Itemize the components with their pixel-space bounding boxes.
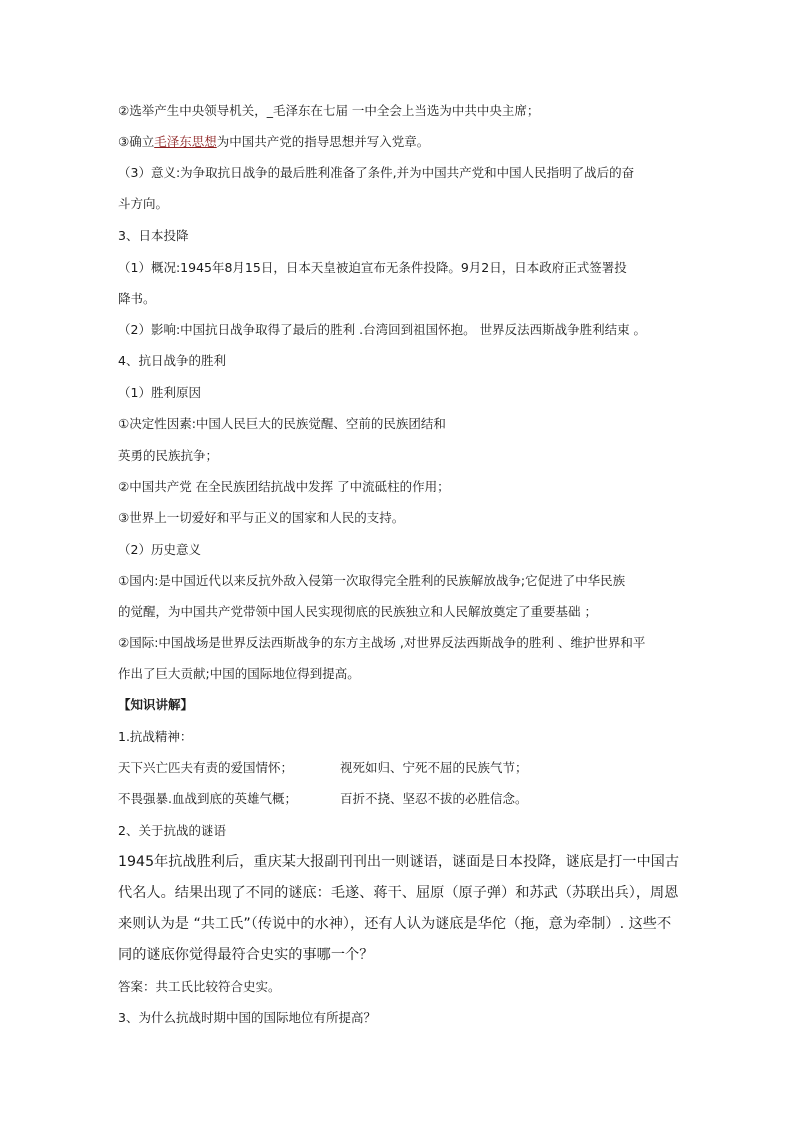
spirit-item: 视死如归、宁死不屈的民族气节； (340, 760, 528, 775)
text-line: 斗方向。 (118, 196, 169, 211)
knowledge-heading: 【知识讲解】 (118, 697, 194, 712)
text-line: ②选举产生中央领导机关，_毛泽东在七届 一中全会上当选为中共中央主席； (118, 103, 540, 118)
section-heading: 1.抗战精神： (118, 729, 193, 744)
text-line: 同的谜底你觉得最符合史实的事哪一个？ (118, 947, 374, 963)
mao-thought-link[interactable]: 毛泽东思想 (154, 134, 217, 149)
text-fragment: ③确立 (118, 134, 155, 149)
text-line: 作出了巨大贡献;中国的国际地位得到提高。 (118, 666, 360, 681)
subheading: （1）胜利原因 (118, 385, 201, 400)
spirit-item: 不畏强暴.血战到底的英雄气概； (118, 791, 297, 806)
text-line: 的觉醒，为中国共产党带领中国人民实现彻底的民族独立和人民解放奠定了重要基础 ； (118, 604, 597, 619)
text-line: ②国际:中国战场是世界反法西斯战争的东方主战场 ,对世界反法西斯战争的胜利 、维护世界和平 (118, 635, 646, 650)
subheading: （2）历史意义 (118, 542, 201, 557)
text-line: 代名人。结果出现了不同的谜底：毛遂、蒋干、屈原（原子弹）和苏武（苏联出兵），周恩 (118, 885, 679, 901)
answer-line: 答案：共工氏比较符合史实。 (118, 979, 281, 994)
section-heading: 3、为什么抗战时期中国的国际地位有所提高？ (118, 1010, 376, 1025)
spirit-item: 百折不挠、坚忍不拔的必胜信念。 (340, 791, 528, 806)
text-line: （3）意义:为争取抗日战争的最后胜利准备了条件,并为中国共产党和中国人民指明了战后的奋 (118, 165, 635, 180)
text-line: 来则认为是 “共工氏”（传说中的水神），还有人认为谜底是华佗（拖，意为牵制）. 这些不 (118, 916, 672, 932)
text-line: 1945年抗战胜利后，重庆某大报副刊刊出一则谜语，谜面是日本投降，谜底是打一中国古 (118, 854, 680, 870)
text-line: ①国内:是中国近代以来反抗外敌入侵第一次取得完全胜利的民族解放战争;它促进了中华民族 (118, 573, 626, 588)
text-line: 降书。 (118, 291, 156, 306)
text-line: ③世界上一切爱好和平与正义的国家和人民的支持。 (118, 510, 405, 525)
spirit-item: 天下兴亡匹夫有责的爱国情怀； (118, 760, 294, 775)
text-line: ②中国共产党 在全民族团结抗战中发挥 了中流砥柱的作用； (118, 479, 450, 494)
text-fragment: 为中国共产党的指导思想并写入党章。 (216, 134, 430, 149)
text-line: （1）概况:1945年8月15日，日本天皇被迫宣布无条件投降。9月2日，日本政府正式签署投 (118, 260, 627, 275)
section-heading: 2、关于抗战的谜语 (118, 823, 226, 838)
text-line: 英勇的民族抗争； (118, 448, 219, 463)
text-line: ①决定性因素:中国人民巨大的民族觉醒、空前的民族团结和 (118, 416, 446, 431)
section-heading: 3、日本投降 (118, 228, 189, 243)
section-heading: 4、抗日战争的胜利 (118, 353, 226, 368)
text-line (118, 133, 429, 151)
text-line: （2）影响:中国抗日战争取得了最后的胜利 .台湾回到祖国怀抱。 世界反法西斯战争胜利结束 。 (118, 322, 647, 337)
